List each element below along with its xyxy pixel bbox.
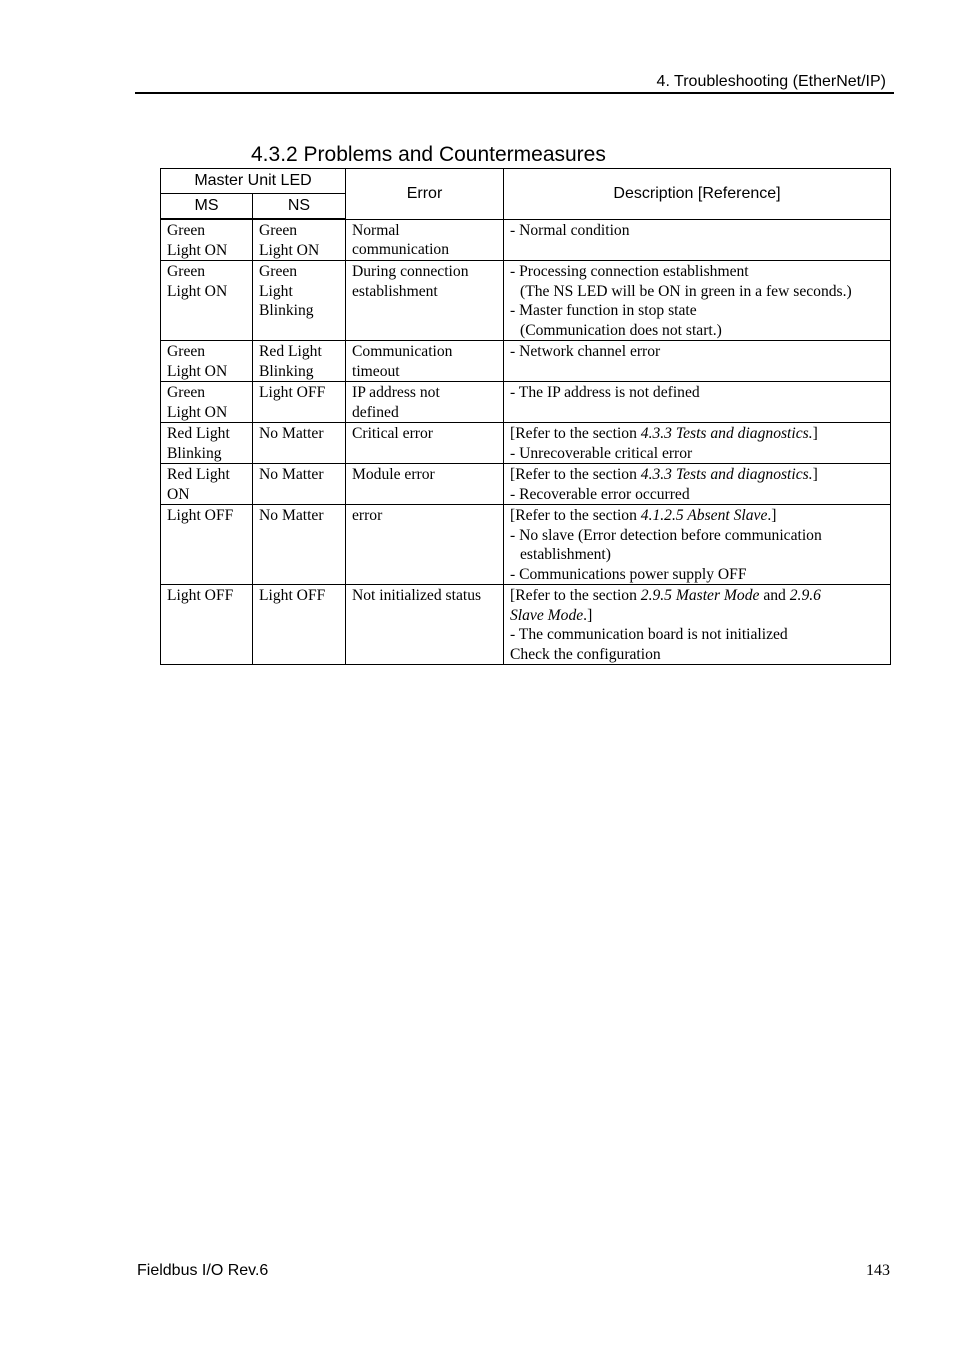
- description-text: ]: [812, 425, 818, 442]
- cell-error: [346, 464, 504, 505]
- header-error: Error: [346, 169, 504, 220]
- page-number: 143: [866, 1262, 890, 1279]
- cell-ns: [253, 341, 346, 382]
- cell-ms: [161, 341, 253, 382]
- section-reference: 2.9.6: [789, 587, 821, 604]
- cell-ms-line: Light ON: [167, 403, 228, 421]
- cell-error: [346, 219, 504, 261]
- cell-error: [346, 585, 504, 665]
- description-text: - Recoverable error occurred: [510, 485, 690, 503]
- description-line: [510, 282, 885, 302]
- cell-ns-line: Red Light: [259, 343, 322, 360]
- cell-ns-line: No Matter: [259, 466, 324, 483]
- cell-ns-line: Light OFF: [259, 587, 326, 604]
- cell-error: [346, 423, 504, 464]
- header-rule: [135, 92, 894, 94]
- cell-error: [346, 505, 504, 585]
- description-text: - Normal condition: [510, 221, 630, 239]
- description-text: [Refer to the section: [510, 425, 641, 442]
- description-line: [510, 545, 885, 565]
- description-line: [510, 342, 885, 362]
- cell-error-line: error: [352, 507, 383, 524]
- cell-ns: [253, 219, 346, 261]
- description-line: [510, 221, 885, 241]
- table-header: [161, 169, 891, 220]
- description-text: (The NS LED will be ON in green in a few seconds.): [520, 282, 852, 300]
- cell-ms-line: Blinking: [167, 444, 222, 462]
- description-line: [510, 424, 885, 444]
- cell-error-line: Module error: [352, 466, 435, 483]
- cell-error: [346, 382, 504, 423]
- cell-ms-line: Green: [167, 263, 206, 280]
- description-text: ]: [812, 466, 818, 483]
- cell-ms-line: Light OFF: [167, 587, 234, 604]
- description-line: [510, 262, 885, 282]
- header-ms: MS: [161, 194, 253, 220]
- section-reference: Slave Mode: [510, 606, 584, 624]
- section-title: 4.3.2 Problems and Countermeasures: [251, 143, 606, 166]
- section-reference: 4.3.3 Tests and diagnostics.: [640, 425, 813, 442]
- description-line: [510, 444, 885, 464]
- cell-description: [504, 464, 891, 505]
- cell-ms: [161, 382, 253, 423]
- description-line: [510, 606, 885, 626]
- cell-ms: [161, 464, 253, 505]
- table-row: [161, 585, 891, 665]
- cell-description: [504, 261, 891, 341]
- table-row: [161, 261, 891, 341]
- description-text: Check the configuration: [510, 645, 661, 663]
- cell-ms-line: Green: [167, 343, 206, 360]
- cell-error-line: communication: [352, 241, 450, 258]
- description-text: - Master function in stop state: [510, 302, 697, 319]
- description-text: - Communications power supply OFF: [510, 565, 747, 583]
- description-line: [510, 645, 885, 665]
- cell-ms-line: Light ON: [167, 241, 228, 259]
- table-row: [161, 382, 891, 423]
- cell-error: [346, 341, 504, 382]
- description-text: [Refer to the section: [510, 507, 641, 524]
- table-row: [161, 505, 891, 585]
- cell-ns-line: Green: [259, 263, 298, 280]
- description-text: [Refer to the section: [510, 587, 641, 604]
- description-text: (Communication does not start.): [520, 321, 722, 339]
- cell-ms: [161, 219, 253, 261]
- description-line: [510, 485, 885, 505]
- cell-ns-line: No Matter: [259, 425, 324, 442]
- description-line: [510, 301, 885, 321]
- cell-ms-line: Red Light: [167, 466, 230, 483]
- cell-ns-line: Light ON: [259, 241, 320, 259]
- description-text: [Refer to the section: [510, 466, 641, 483]
- cell-ns-line: No Matter: [259, 507, 324, 524]
- description-text: - Network channel error: [510, 343, 661, 360]
- cell-ms: [161, 505, 253, 585]
- cell-ns: [253, 585, 346, 665]
- cell-ns-line: Light OFF: [259, 384, 326, 401]
- cell-ns: [253, 382, 346, 423]
- description-text: - Processing connection establishment: [510, 263, 749, 280]
- cell-ns-line: Blinking: [259, 302, 314, 319]
- cell-description: [504, 341, 891, 382]
- table-row: [161, 219, 891, 261]
- description-line: [510, 465, 885, 485]
- table-row: [161, 423, 891, 464]
- description-line: [510, 586, 885, 606]
- description-line: [510, 321, 885, 341]
- problems-table: [160, 168, 891, 665]
- cell-ms-line: Light ON: [167, 282, 228, 300]
- cell-error-line: establishment: [352, 282, 438, 300]
- cell-ms: [161, 261, 253, 341]
- cell-description: [504, 423, 891, 464]
- cell-error-line: timeout: [352, 362, 400, 380]
- header-ns: NS: [253, 194, 346, 220]
- cell-ms: [161, 585, 253, 665]
- footer-doc-name: Fieldbus I/O Rev.6: [137, 1262, 269, 1279]
- description-text: - The IP address is not defined: [510, 384, 700, 401]
- section-reference: 2.9.5 Master Mode: [640, 587, 760, 604]
- cell-ms-line: Red Light: [167, 425, 230, 442]
- header-description: Description [Reference]: [504, 169, 891, 220]
- description-line: [510, 625, 885, 645]
- cell-ms-line: Light OFF: [167, 507, 234, 524]
- header-master-unit-led: Master Unit LED: [161, 169, 346, 194]
- section-reference: 4.1.2.5 Absent Slave: [640, 507, 768, 524]
- cell-error: [346, 261, 504, 341]
- cell-ns-line: Light: [259, 282, 293, 300]
- description-line: [510, 383, 885, 403]
- description-line: [510, 506, 885, 526]
- cell-description: [504, 382, 891, 423]
- cell-error-line: Normal: [352, 221, 400, 239]
- description-line: [510, 526, 885, 546]
- cell-ms: [161, 423, 253, 464]
- cell-description: [504, 219, 891, 261]
- running-header: 4. Troubleshooting (EtherNet/IP): [656, 73, 886, 90]
- cell-error-line: Communication: [352, 343, 453, 360]
- cell-error-line: defined: [352, 403, 399, 421]
- cell-ns: [253, 464, 346, 505]
- table-row: [161, 464, 891, 505]
- description-text: - Unrecoverable critical error: [510, 444, 693, 462]
- cell-ms-line: Green: [167, 384, 206, 401]
- cell-error-line: IP address not: [352, 384, 440, 401]
- cell-ns: [253, 505, 346, 585]
- section-reference: 4.3.3 Tests and diagnostics.: [640, 466, 813, 483]
- table-body: [161, 219, 891, 665]
- cell-error-line: Not initialized status: [352, 587, 482, 604]
- cell-description: [504, 505, 891, 585]
- description-text: - No slave (Error detection before communication: [510, 526, 822, 544]
- cell-ns: [253, 423, 346, 464]
- cell-error-line: During connection: [352, 263, 469, 280]
- description-text: and: [759, 587, 790, 604]
- description-text: .]: [767, 507, 777, 524]
- description-text: establishment): [520, 546, 611, 563]
- description-text: - The communication board is not initialized: [510, 626, 788, 643]
- description-line: [510, 565, 885, 585]
- cell-ms-line: ON: [167, 485, 190, 503]
- cell-ns-line: Green: [259, 222, 298, 239]
- description-text: .]: [583, 606, 593, 624]
- cell-error-line: Critical error: [352, 425, 433, 442]
- cell-ns-line: Blinking: [259, 362, 314, 380]
- cell-ms-line: Green: [167, 222, 206, 239]
- cell-ms-line: Light ON: [167, 362, 228, 380]
- cell-ns: [253, 261, 346, 341]
- cell-description: [504, 585, 891, 665]
- table-row: [161, 341, 891, 382]
